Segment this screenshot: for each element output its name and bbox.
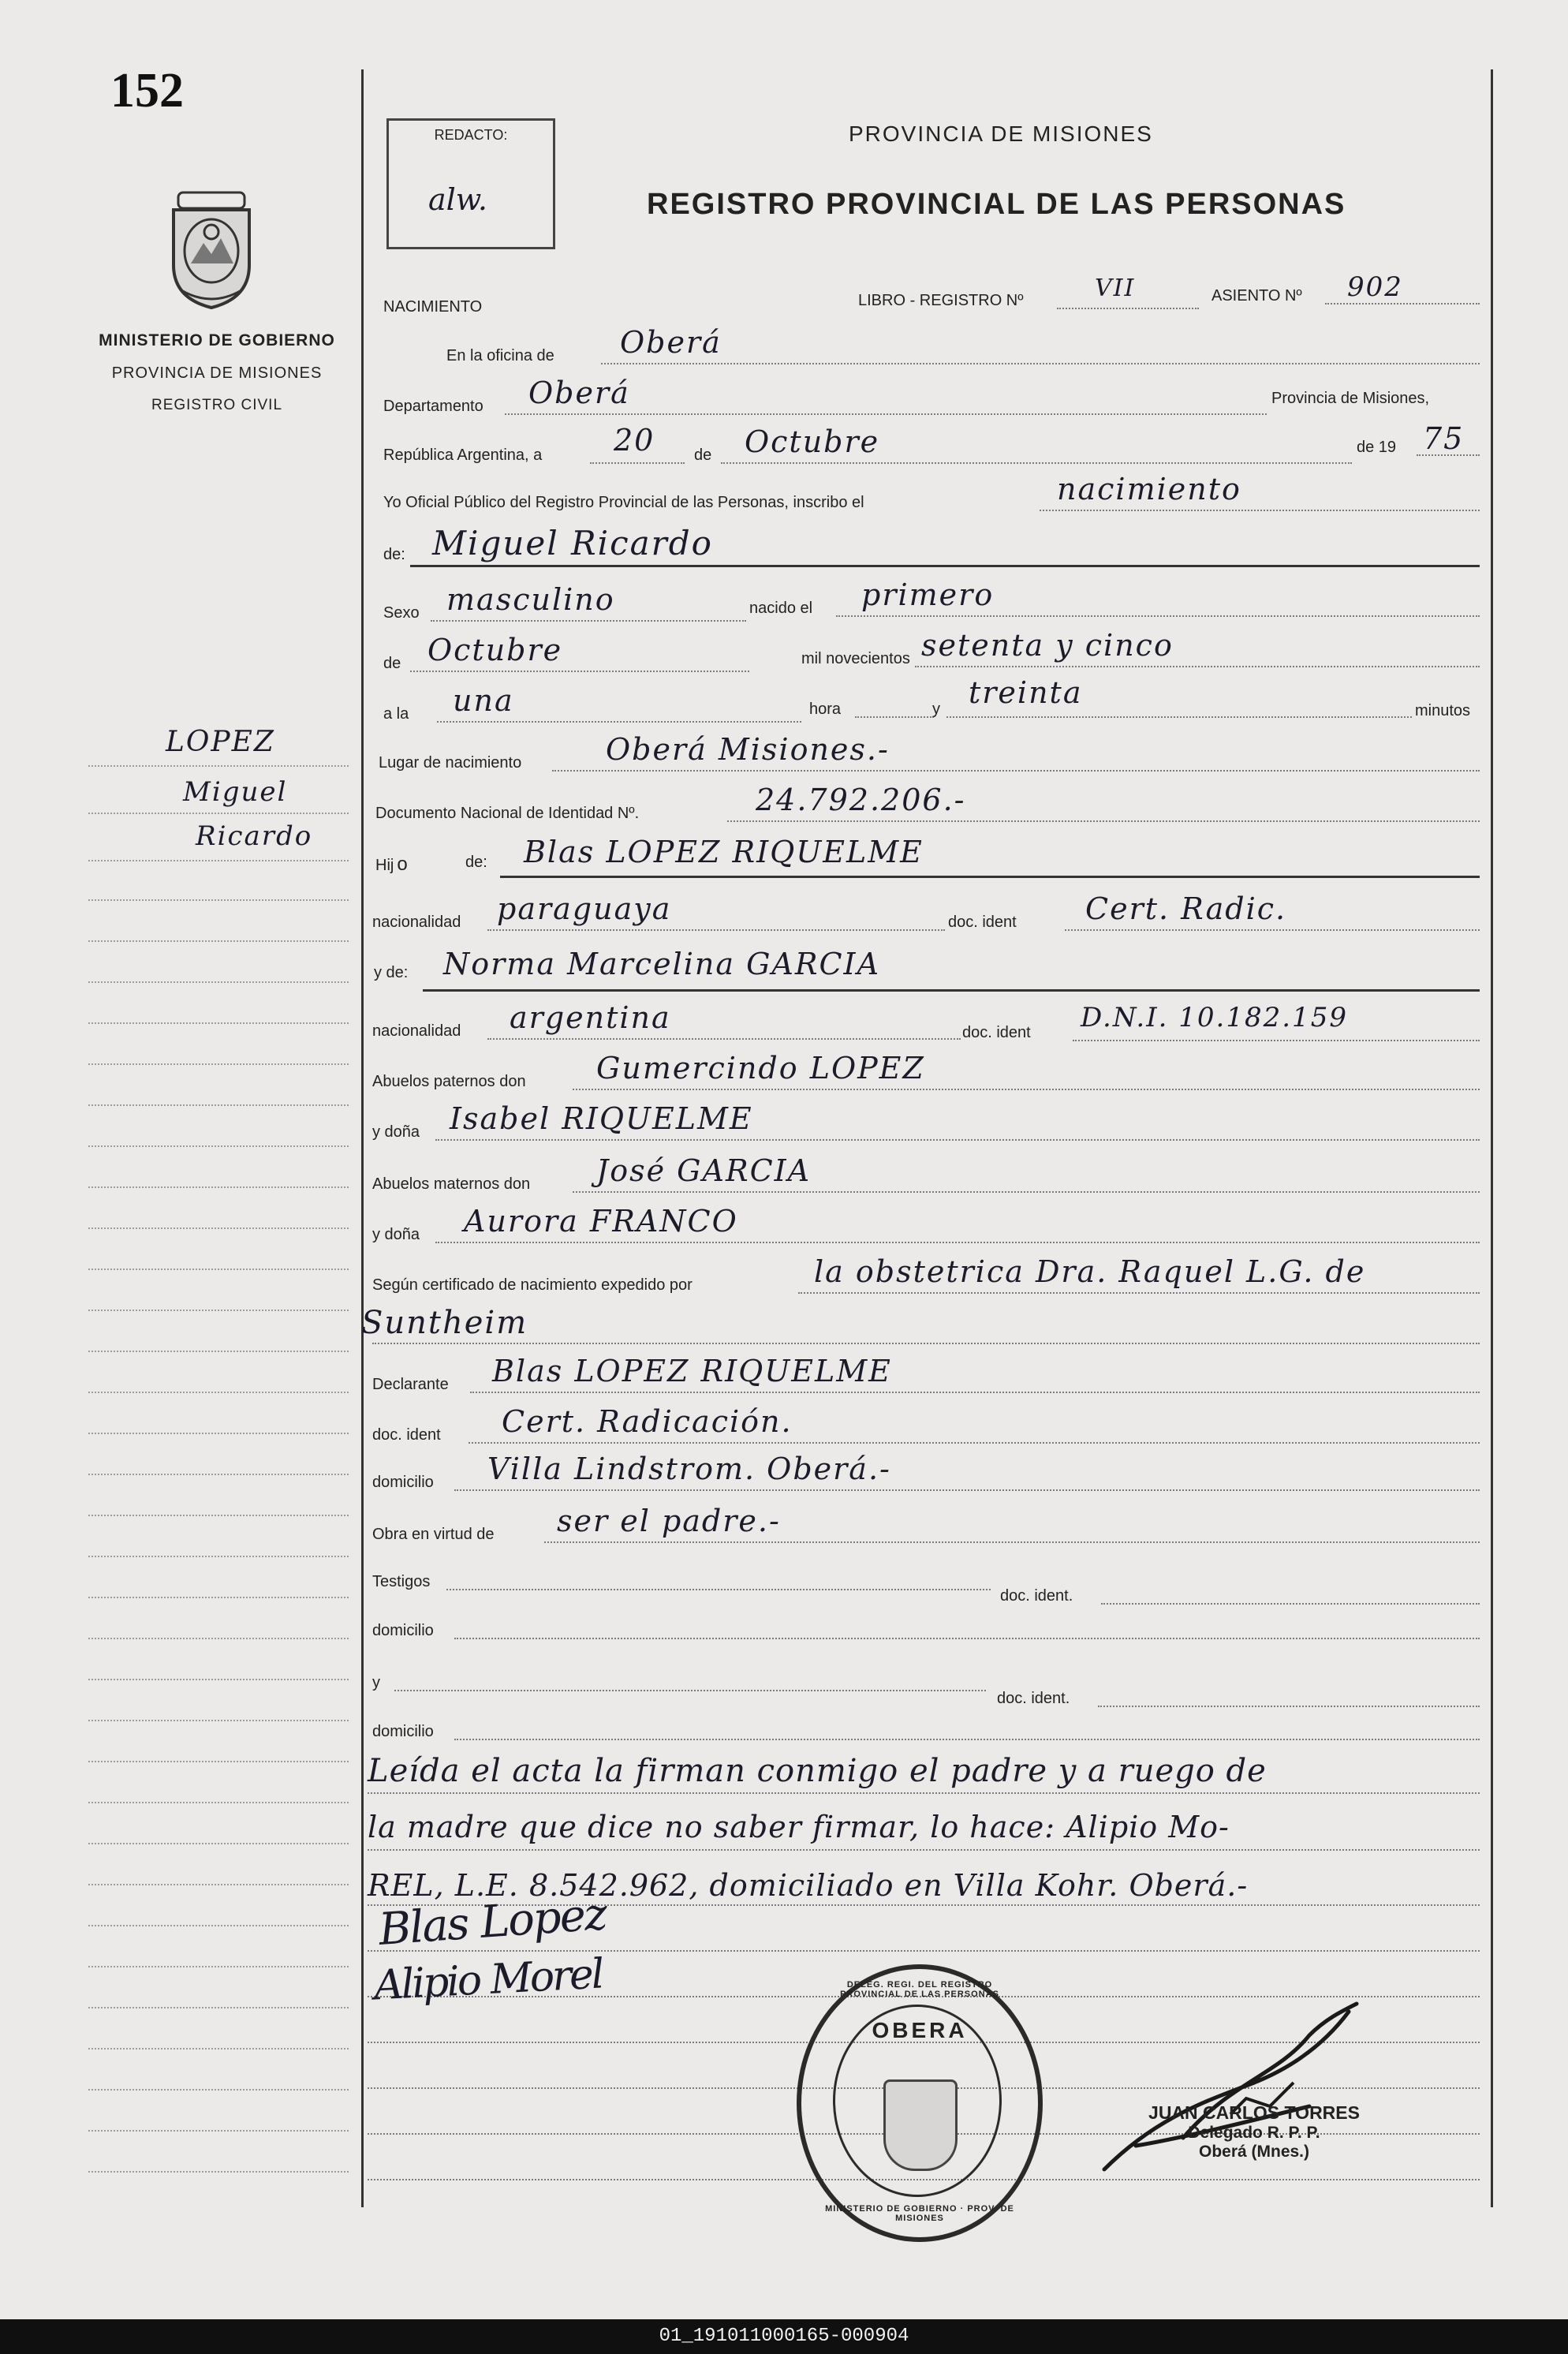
testigos-line bbox=[446, 1589, 991, 1590]
test-dom2-label: domicilio bbox=[372, 1723, 434, 1740]
lugar-label: Lugar de nacimiento bbox=[379, 754, 522, 772]
ministry-block bbox=[79, 331, 355, 414]
segun-label: Según certificado de nacimiento expedido por bbox=[372, 1276, 693, 1294]
ab-mat-value: José GARCIA bbox=[596, 1153, 812, 1188]
ab-pat-line bbox=[573, 1089, 1480, 1090]
anio-value: 75 bbox=[1423, 421, 1465, 456]
madre-nac-line bbox=[487, 1038, 961, 1040]
padre-line bbox=[500, 876, 1480, 878]
margin-note-name2: Ricardo bbox=[196, 820, 313, 852]
redacto-value: alw. bbox=[428, 182, 487, 217]
padre-value: Blas LOPEZ RIQUELME bbox=[524, 835, 924, 869]
lugar-value: Oberá Misiones.- bbox=[606, 732, 890, 767]
padre-de-label: de: bbox=[465, 854, 487, 871]
mes-nac-de-label: de bbox=[383, 655, 401, 672]
redacto-label: REDACTO: bbox=[434, 127, 508, 143]
madre-nac-value: argentina bbox=[510, 1000, 671, 1035]
padre-doc-label: doc. ident bbox=[948, 914, 1017, 931]
nombre-de-label: de: bbox=[383, 546, 405, 563]
asiento-label: ASIENTO Nº bbox=[1211, 287, 1302, 305]
madre-doc-value: D.N.I. 10.182.159 bbox=[1081, 1002, 1348, 1033]
minutos-label: minutos bbox=[1415, 702, 1471, 719]
dia-value: 20 bbox=[614, 423, 655, 458]
test-dom-label: domicilio bbox=[372, 1622, 434, 1639]
y-label: y bbox=[932, 701, 940, 718]
declarante-label: Declarante bbox=[372, 1376, 449, 1393]
madre-line bbox=[423, 989, 1480, 992]
seal-rim-top: DELEG. REGI. DEL REGISTRO PROVINCIAL DE LAS PERSONAS bbox=[840, 1980, 999, 1999]
oficina-label: En la oficina de bbox=[446, 347, 554, 364]
seal-town: OBERA bbox=[872, 2018, 968, 2042]
decl-doc-line bbox=[469, 1442, 1480, 1444]
test-doc-label: doc. ident. bbox=[1000, 1587, 1073, 1605]
hora-label: hora bbox=[809, 701, 842, 718]
test-doc2-line bbox=[1098, 1706, 1480, 1707]
test-dom2-line bbox=[454, 1739, 1480, 1740]
madre-value: Norma Marcelina GARCIA bbox=[443, 947, 881, 981]
dni-value: 24.792.206.- bbox=[756, 783, 966, 817]
ab-mat-line bbox=[573, 1191, 1480, 1193]
anio-nac-line bbox=[915, 666, 1480, 667]
mes-line bbox=[721, 462, 1352, 464]
hijo-label bbox=[375, 854, 408, 876]
body-rule-a bbox=[368, 1950, 1480, 1952]
departamento-line bbox=[505, 413, 1267, 415]
dni-label: Documento Nacional de Identidad Nº. bbox=[375, 805, 640, 822]
padre-nac-label: nacionalidad bbox=[372, 914, 461, 931]
obra-line bbox=[544, 1541, 1480, 1543]
padre-doc-line bbox=[1065, 929, 1480, 931]
margin-note-surname: LOPEZ bbox=[166, 726, 275, 758]
declarante-line bbox=[470, 1392, 1480, 1393]
ab-pat-label: Abuelos paternos don bbox=[372, 1073, 526, 1090]
ab-mat-dona-label: y doña bbox=[372, 1226, 420, 1243]
nacido-value: primero bbox=[861, 577, 995, 612]
closing-rule-2 bbox=[368, 1849, 1480, 1851]
anio-nac-value: setenta y cinco bbox=[921, 628, 1174, 663]
ala-label: a la bbox=[383, 705, 409, 723]
officer-place: Oberá (Mnes.) bbox=[1198, 2143, 1310, 2161]
coat-of-arms-icon bbox=[164, 188, 259, 314]
mes-value: Octubre bbox=[745, 424, 880, 459]
madre-doc-label: doc. ident bbox=[962, 1024, 1031, 1041]
departamento-label: Departamento bbox=[383, 398, 483, 415]
test-doc-line bbox=[1101, 1603, 1480, 1605]
sexo-value: masculino bbox=[446, 582, 615, 617]
domicilio-label: domicilio bbox=[372, 1474, 434, 1491]
sexo-label: Sexo bbox=[383, 604, 420, 622]
official-seal bbox=[797, 1964, 1043, 2242]
madre-nac-label: nacionalidad bbox=[372, 1022, 461, 1040]
decl-doc-value: Cert. Radicación. bbox=[502, 1404, 793, 1439]
right-margin-rule bbox=[1491, 69, 1493, 2207]
left-margin-rule bbox=[361, 69, 364, 2207]
seal-emblem-icon bbox=[883, 2079, 958, 2171]
margin-note-name1: Miguel bbox=[183, 776, 288, 808]
ministry-name: MINISTERIO DE GOBIERNO bbox=[99, 331, 335, 349]
libro-line bbox=[1057, 308, 1199, 309]
sexo-line bbox=[431, 620, 746, 622]
province-heading: PROVINCIA DE MISIONES bbox=[849, 121, 1153, 146]
ab-pat-value: Gumercindo LOPEZ bbox=[596, 1051, 925, 1085]
nombre-line bbox=[410, 565, 1480, 567]
test-y-line bbox=[394, 1690, 986, 1691]
inscribo-value: nacimiento bbox=[1057, 472, 1241, 506]
nacido-label: nacido el bbox=[749, 600, 813, 617]
footer-id: 01_191011000165-000904 bbox=[0, 2319, 1568, 2354]
obra-value: ser el padre.- bbox=[557, 1504, 781, 1538]
departamento-value: Oberá bbox=[528, 376, 630, 410]
ab-mat-label: Abuelos maternos don bbox=[372, 1175, 531, 1193]
ab-mat-dona-line bbox=[435, 1242, 1480, 1243]
obra-label: Obra en virtud de bbox=[372, 1526, 495, 1543]
segun-line bbox=[798, 1292, 1480, 1294]
inscribo-label: Yo Oficial Público del Registro Provincial de las Personas, inscribo el bbox=[383, 494, 864, 511]
ab-pat-dona-value: Isabel RIQUELME bbox=[450, 1101, 753, 1136]
segun-line2 bbox=[372, 1343, 1480, 1344]
signature-witness: Alipio Morel bbox=[372, 1950, 603, 2010]
de-label: de bbox=[694, 447, 712, 464]
anio-label: de 19 bbox=[1357, 439, 1397, 456]
libro-label: LIBRO - REGISTRO Nº bbox=[858, 292, 1024, 309]
declarante-value: Blas LOPEZ RIQUELME bbox=[492, 1354, 892, 1388]
republica-label: República Argentina, a bbox=[383, 447, 543, 464]
officer-block bbox=[1112, 2102, 1396, 2162]
ab-pat-dona-line bbox=[435, 1139, 1480, 1141]
mil-label: mil novecientos bbox=[801, 650, 910, 667]
ministry-registry: REGISTRO CIVIL bbox=[151, 397, 283, 413]
closing-rule-1 bbox=[368, 1792, 1480, 1794]
hora-line bbox=[437, 721, 801, 723]
seal-rim-bottom: MINISTERIO DE GOBIERNO · PROV. DE MISIONES bbox=[825, 2204, 1014, 2223]
ab-mat-dona-value: Aurora FRANCO bbox=[464, 1204, 738, 1239]
closing-line-3: REL, L.E. 8.542.962, domiciliado en Villa Kohr. Oberá.- bbox=[368, 1868, 1249, 1903]
dni-line bbox=[727, 820, 1480, 822]
ab-pat-dona-label: y doña bbox=[372, 1123, 420, 1141]
nombre-value: Miguel Ricardo bbox=[432, 524, 713, 562]
test-y-label: y bbox=[372, 1674, 380, 1691]
minutos-line bbox=[946, 716, 1412, 718]
mes-nac-line bbox=[410, 671, 749, 672]
test-dom-line bbox=[454, 1638, 1480, 1639]
asiento-value: 902 bbox=[1347, 271, 1403, 303]
oficina-value: Oberá bbox=[620, 325, 722, 360]
signature-father: Blas Lopez bbox=[377, 1889, 608, 1956]
mes-nac-value: Octubre bbox=[427, 633, 563, 667]
registry-heading: REGISTRO PROVINCIAL DE LAS PERSONAS bbox=[647, 188, 1346, 221]
segun-value2: Suntheim bbox=[361, 1305, 528, 1341]
oficina-line bbox=[601, 363, 1480, 364]
padre-nac-value: paraguaya bbox=[497, 891, 672, 926]
redacto-box bbox=[386, 118, 555, 249]
page-number: 152 bbox=[110, 64, 184, 118]
segun-value: la obstetrica Dra. Raquel L.G. de bbox=[814, 1254, 1366, 1289]
ministry-province: PROVINCIA DE MISIONES bbox=[111, 364, 323, 382]
domicilio-value: Villa Lindstrom. Oberá.- bbox=[487, 1452, 891, 1486]
dia-line bbox=[590, 462, 685, 464]
lugar-line bbox=[552, 770, 1480, 772]
closing-line-1: Leída el acta la firman conmigo el padre y a ruego de bbox=[368, 1753, 1267, 1789]
closing-line-2: la madre que dice no saber firmar, lo hace: Alipio Mo- bbox=[368, 1810, 1230, 1844]
act-type-label: NACIMIENTO bbox=[383, 298, 483, 316]
minutos-value: treinta bbox=[969, 675, 1083, 710]
decl-doc-label: doc. ident bbox=[372, 1426, 441, 1444]
libro-value: VII bbox=[1095, 275, 1136, 302]
madre-doc-line bbox=[1073, 1040, 1480, 1041]
padre-doc-value: Cert. Radic. bbox=[1085, 891, 1287, 926]
nacido-line bbox=[836, 615, 1480, 617]
hijo-label-text: Hij bbox=[375, 857, 394, 874]
inscribo-line bbox=[1040, 510, 1480, 511]
officer-name: JUAN CARLOS TORRES bbox=[1148, 2102, 1360, 2123]
test-doc2-label: doc. ident. bbox=[997, 1690, 1070, 1707]
hora-value: una bbox=[453, 683, 514, 718]
testigos-label: Testigos bbox=[372, 1573, 431, 1590]
hijo-suffix: o bbox=[397, 854, 408, 875]
provincia-label: Provincia de Misiones, bbox=[1271, 390, 1430, 407]
officer-title: Delegado R. P. P. bbox=[1188, 2124, 1320, 2142]
domicilio-line bbox=[454, 1489, 1480, 1491]
y-line bbox=[855, 716, 934, 718]
asiento-line bbox=[1325, 303, 1480, 305]
madre-de-label: y de: bbox=[374, 964, 409, 981]
padre-nac-line bbox=[487, 929, 945, 931]
